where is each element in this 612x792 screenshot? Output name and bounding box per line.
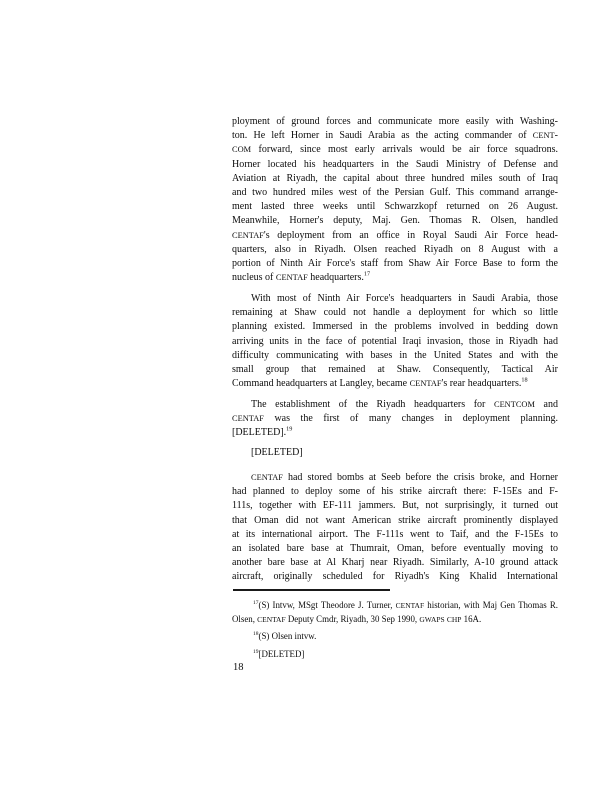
text-line: CENTAF was the first of many changes in deployment planning.: [232, 413, 558, 425]
text-line: arriving units in the face of potential Iraqi invasion, those in Riyadh had: [232, 335, 558, 347]
text-line: nucleus of CENTAF headquarters.$^{17}$: [232, 271, 371, 284]
text-line: ployment of ground forces and communicate more easily with Washing-: [232, 116, 558, 127]
text-line: an isolated bare base at Thumrait, Oman, before eventually moving to: [232, 542, 558, 554]
paragraph-1: [232, 115, 558, 285]
page-number: 18: [233, 662, 244, 673]
text-line: Command headquarters at Langley, became CENTAF's rear headquarters.$^{18}$: [232, 377, 528, 390]
paragraph-4: [232, 471, 558, 585]
deleted-block: [232, 446, 558, 460]
text-line: remaining at Shaw could not handle a deployment for which so little: [232, 307, 558, 319]
footnote-19: [232, 647, 558, 661]
text-line: CENTAF's deployment from an office in Royal Saudi Air Force head-: [232, 229, 558, 241]
text-line: The establishment of the Riyadh headquarters for CENTCOM and: [251, 399, 558, 410]
text-line: small group that remained at Shaw. Consequently, Tactical Air: [232, 363, 558, 375]
text-line: had planned to deploy some of his strike aircraft there: F-15Es and F-: [232, 486, 558, 498]
text-line: that Oman did not want American strike aircraft prominently displayed: [232, 514, 558, 526]
footnote-line: Olsen, CENTAF Deputy Cmdr, Riyadh, 30 Sep 1990, GWAPS CHP 16A.: [232, 614, 482, 624]
text-line: 111s, together with EF-111 jammers. But, not surprisingly, it turned out: [232, 500, 558, 512]
text-line: [DELETED].$^{19}$: [232, 426, 293, 439]
paragraph-3: [232, 398, 558, 441]
footnote-line: $^{18}$(S) Olsen intvw.: [253, 631, 317, 641]
text-line: ton. He left Horner in Saudi Arabia as the acting commander of CENT-: [232, 130, 558, 142]
text-line: quarters, also in Riyadh. Olsen reached Riyadh on 8 August with a: [232, 243, 558, 255]
footnote-separator: [233, 589, 390, 591]
text-line: With most of Ninth Air Force's headquarters in Saudi Arabia, those: [251, 293, 558, 304]
text-line: and two hundred miles west of the Persian Gulf. This command arrange-: [232, 186, 558, 198]
text-line: at its international airport. The F-111s went to Taif, and the F-15Es to: [232, 528, 558, 540]
text-line: portion of Ninth Air Force's staff from Shaw Air Force Base to form the: [232, 257, 558, 269]
footnote-17: [232, 598, 558, 626]
text-line: planning existed. Immersed in the problems involved in bedding down: [232, 321, 558, 333]
text-line: COM forward, since most early arrivals would be air force squadrons.: [232, 144, 558, 156]
footnote-18: [232, 629, 558, 643]
text-line: [DELETED]: [251, 447, 303, 458]
footnote-line: $^{17}$(S) Intvw, MSgt Theodore J. Turner, CENTAF historian, with Maj Gen Thomas R.: [253, 600, 558, 610]
text-line: Aviation at Riyadh, the capital about three hundred miles south of Iraq: [232, 172, 558, 184]
text-line: another bare base at Al Kharj near Riyadh. Similarly, A-10 ground attack: [232, 557, 558, 569]
text-line: Meanwhile, Horner's deputy, Maj. Gen. Thomas R. Olsen, handled: [232, 215, 558, 227]
text-line: ment lasted three weeks until Schwarzkopf returned on 26 August.: [232, 201, 558, 213]
footnote-line: $^{19}$[DELETED]: [253, 649, 305, 659]
text-line: Horner located his headquarters in the Saudi Ministry of Defense and: [232, 158, 558, 170]
text-line: aircraft, originally scheduled for Riyadh's King Khalid International: [232, 571, 558, 583]
text-line: CENTAF had stored bombs at Seeb before the crisis broke, and Horner: [251, 472, 558, 483]
text-line: difficulty communicating with bases in the United States and with the: [232, 349, 558, 361]
paragraph-2: [232, 292, 558, 391]
